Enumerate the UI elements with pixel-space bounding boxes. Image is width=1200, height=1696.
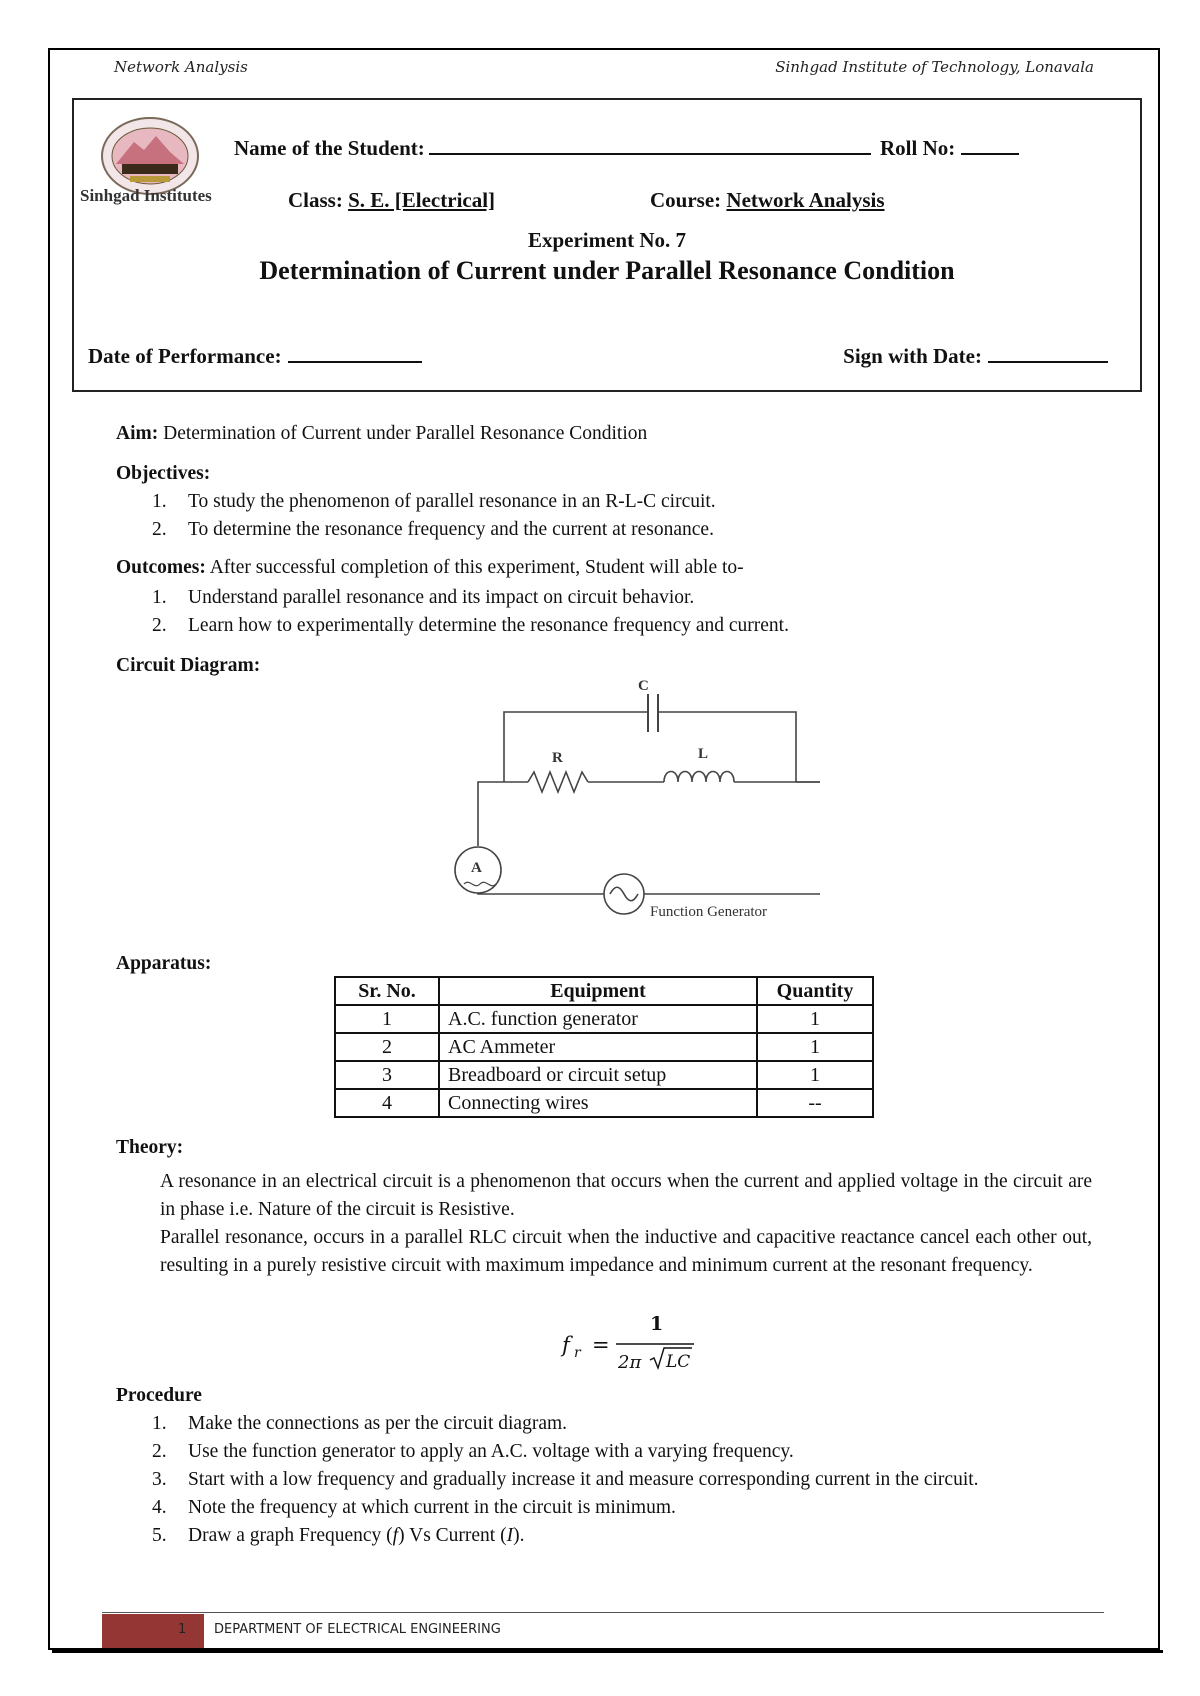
formula-denominator: 2π bbox=[618, 1352, 642, 1372]
experiment-title: Determination of Current under Parallel Resonance Condition bbox=[259, 256, 955, 285]
objectives-heading: Objectives: bbox=[116, 463, 211, 484]
student-name-label: Name of the Student: bbox=[234, 136, 425, 160]
performance-date-label: Date of Performance: bbox=[88, 344, 282, 368]
wire-outer-right bbox=[644, 782, 820, 894]
cell-equipment: A.C. function generator bbox=[439, 1005, 757, 1033]
roll-no-field[interactable] bbox=[961, 137, 1019, 155]
circuit-diagram bbox=[420, 676, 820, 920]
performance-date-line bbox=[88, 344, 422, 369]
column-header-equipment: Equipment bbox=[439, 977, 757, 1005]
cell-quantity: -- bbox=[757, 1089, 873, 1117]
footer-accent-block bbox=[102, 1614, 204, 1648]
table-row bbox=[335, 1089, 873, 1117]
resistor-label: R bbox=[552, 750, 563, 766]
cell-sr-no: 3 bbox=[335, 1061, 439, 1089]
table-row bbox=[335, 1005, 873, 1033]
page-number: 1 bbox=[178, 1622, 187, 1637]
table-header-row bbox=[335, 977, 873, 1005]
formula-lhs: f bbox=[562, 1333, 570, 1357]
title-block bbox=[72, 98, 1142, 392]
wire-ammeter-bottom bbox=[478, 893, 604, 894]
cell-sr-no: 4 bbox=[335, 1089, 439, 1117]
running-header-institute: Sinhgad Institute of Technology, Lonavala bbox=[775, 58, 1094, 76]
theory-heading: Theory: bbox=[116, 1137, 184, 1158]
sign-date-line bbox=[843, 344, 1108, 369]
ammeter-label: A bbox=[471, 860, 482, 876]
formula-radicand: LC bbox=[666, 1352, 691, 1372]
list-item: 3. Start with a low frequency and gradually increase it and measure corresponding current in the circuit. bbox=[152, 1469, 979, 1490]
outcomes-label: Outcomes: bbox=[116, 557, 206, 578]
theory-text bbox=[160, 1168, 1092, 1280]
formula-subscript: r bbox=[574, 1345, 581, 1361]
cell-equipment: Breadboard or circuit setup bbox=[439, 1061, 757, 1089]
list-item: 2. Use the function generator to apply an A.C. voltage with a varying frequency. bbox=[152, 1441, 794, 1462]
student-name-line bbox=[234, 136, 1019, 161]
footer-department: DEPARTMENT OF ELECTRICAL ENGINEERING bbox=[214, 1622, 501, 1637]
list-item: 1. Make the connections as per the circuit diagram. bbox=[152, 1413, 568, 1434]
list-item: 5. Draw a graph Frequency (f) Vs Current (I). bbox=[152, 1525, 525, 1546]
apparatus-table bbox=[334, 976, 874, 1118]
course-value: Network Analysis bbox=[726, 188, 885, 212]
performance-date-field[interactable] bbox=[288, 345, 422, 363]
apparatus-heading: Apparatus: bbox=[116, 953, 212, 974]
logo-caption: Sinhgad Institutes bbox=[80, 186, 212, 205]
formula-equals: = bbox=[592, 1333, 610, 1357]
circuit-heading: Circuit Diagram: bbox=[116, 655, 261, 676]
cell-sr-no: 1 bbox=[335, 1005, 439, 1033]
capacitor-label: C bbox=[638, 678, 649, 694]
cell-equipment: Connecting wires bbox=[439, 1089, 757, 1117]
ammeter-wave bbox=[464, 882, 496, 885]
experiment-number: Experiment No. 7 bbox=[527, 228, 687, 252]
column-header-quantity: Quantity bbox=[757, 977, 873, 1005]
student-name-field[interactable] bbox=[429, 137, 871, 155]
wire-capacitor-left bbox=[504, 712, 648, 782]
class-line bbox=[288, 188, 495, 213]
wire-rl-left bbox=[478, 782, 528, 846]
roll-no-label: Roll No: bbox=[879, 136, 956, 160]
sign-date-field[interactable] bbox=[988, 345, 1108, 363]
list-item: 2. Learn how to experimentally determine the resonance frequency and current. bbox=[152, 615, 789, 636]
list-item: 1. To study the phenomenon of parallel resonance in an R-L-C circuit. bbox=[152, 491, 716, 512]
running-header-course: Network Analysis bbox=[114, 58, 248, 76]
course-label: Course: bbox=[650, 188, 722, 212]
resonance-formula bbox=[560, 1310, 720, 1372]
outcomes-line bbox=[116, 554, 1096, 581]
list-item: 4. Note the frequency at which current in the circuit is minimum. bbox=[152, 1497, 676, 1518]
aim-text: Determination of Current under Parallel Resonance Condition bbox=[158, 423, 648, 444]
generator-wave bbox=[610, 887, 638, 901]
list-item: 1. Understand parallel resonance and its impact on circuit behavior. bbox=[152, 587, 695, 608]
inductor bbox=[664, 772, 734, 783]
aim-label: Aim: bbox=[116, 423, 159, 444]
cell-sr-no: 2 bbox=[335, 1033, 439, 1061]
formula-numerator: 1 bbox=[650, 1313, 664, 1335]
cell-equipment: AC Ammeter bbox=[439, 1033, 757, 1061]
cell-quantity: 1 bbox=[757, 1033, 873, 1061]
table-row bbox=[335, 1033, 873, 1061]
sign-date-label: Sign with Date: bbox=[843, 344, 982, 368]
class-label: Class: bbox=[288, 188, 343, 212]
list-item: 2. To determine the resonance frequency and the current at resonance. bbox=[152, 519, 714, 540]
class-value: S. E. [Electrical] bbox=[348, 188, 496, 212]
column-header-sr-no: Sr. No. bbox=[335, 977, 439, 1005]
theory-paragraph: A resonance in an electrical circuit is a phenomenon that occurs when the current and applied voltage in the circuit are in phase i.e. Nature of the circuit is Resistive. bbox=[160, 1171, 1092, 1220]
resistor bbox=[528, 772, 588, 792]
theory-paragraph: Parallel resonance, occurs in a parallel RLC circuit when the inductive and capacitive reactance cancel each other out, resulting in a purely resistive circuit with maximum impedance and minimum current at the resonant frequency. bbox=[160, 1227, 1092, 1276]
procedure-list bbox=[152, 1410, 1092, 1550]
inductor-label: L bbox=[698, 746, 709, 762]
aim-line bbox=[116, 420, 1096, 447]
cell-quantity: 1 bbox=[757, 1005, 873, 1033]
outcomes-list bbox=[152, 584, 1092, 640]
table-row bbox=[335, 1061, 873, 1089]
procedure-heading: Procedure bbox=[116, 1385, 202, 1406]
outcomes-text: After successful completion of this experiment, Student will able to- bbox=[205, 557, 744, 578]
cell-quantity: 1 bbox=[757, 1061, 873, 1089]
generator-label: Function Generator bbox=[650, 904, 768, 920]
objectives-list bbox=[152, 488, 1092, 544]
course-line bbox=[650, 188, 885, 213]
footer-rule bbox=[102, 1612, 1104, 1613]
